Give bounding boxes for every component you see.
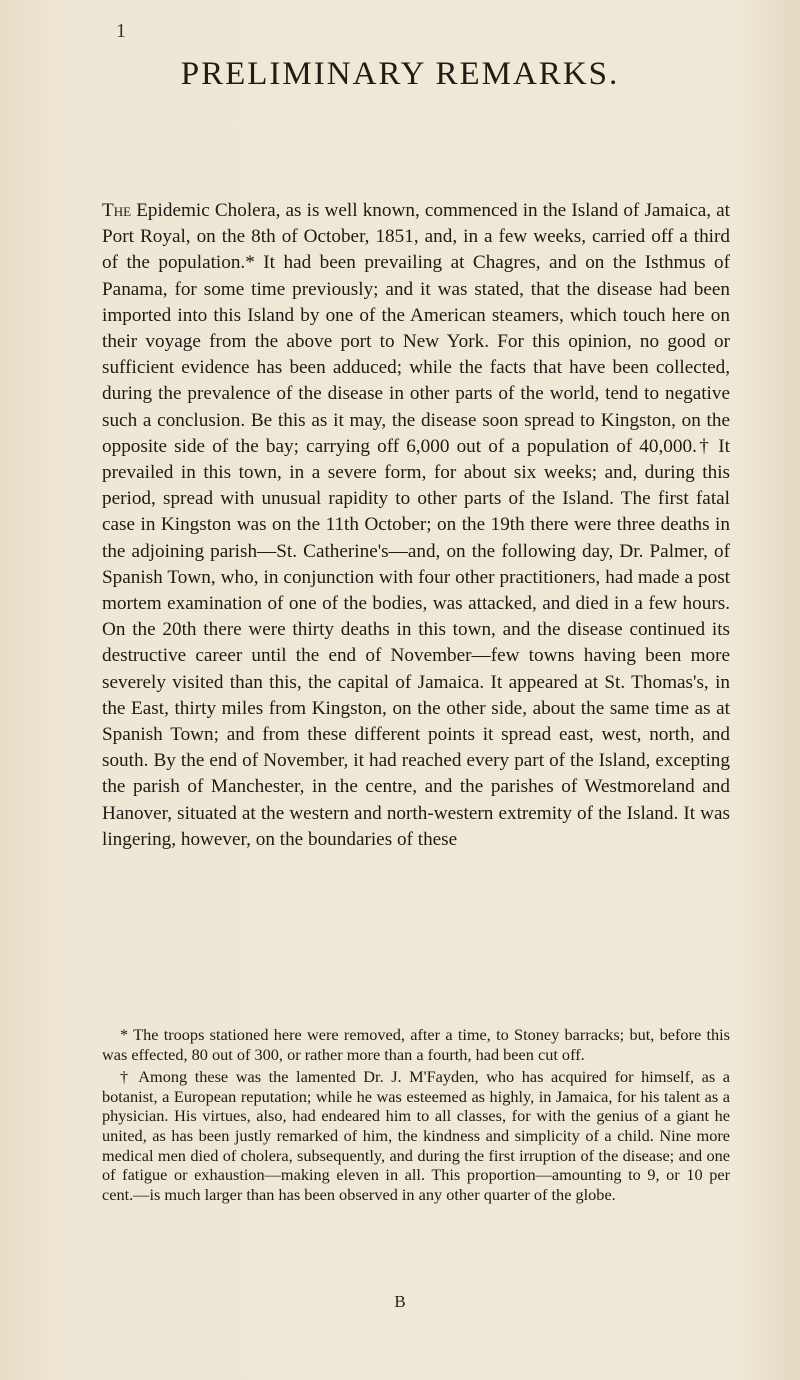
page-mark: 1: [116, 20, 126, 42]
footnote-1: * The troops stationed here were removed, after a time, to Stoney barracks; but, before this was effected, 80 out of 300, or rather more than a fourth, had been cut off.: [102, 1025, 730, 1064]
footnotes: [102, 1025, 730, 1207]
page-title: PRELIMINARY REMARKS.: [180, 56, 620, 92]
footnote-2: † Among these was the lamented Dr. J. M'Fayden, who has acquired for himself, as a botanist, a European reputation; while he was esteemed as highly, in Jamaica, for his talent as a physician. His virtues, also, had endeared him to all classes, for with the genius of a giant he united, as has been justly remarked of him, the kindness and simplicity of a child. Nine more medical men died of cholera, subsequently, and during the first irruption of the disease; and one of fatigue or exhaustion—making eleven in all. This proportion—amounting to 9, or 10 per cent.—is much larger than has been observed in any other quarter of the globe.: [102, 1067, 730, 1204]
lead-word: The: [102, 200, 132, 221]
main-paragraph: [102, 198, 730, 853]
paragraph-text: Epidemic Cholera, as is well known, commenced in the Island of Jamaica, at Port Royal, on the 8th of October, 1851, and, in a few weeks, carried off a third of the population.* It had been prevailing at Chagres, and on the Isthmus of Panama, for some time previously; and it was stated, that the disease had been imported into this Island by one of the American steamers, which touch here on their voyage from the above port to New York. For this opinion, no good or sufficient evidence has been adduced; while the facts that have been collected, during the prevalence of the disease in other parts of the world, tend to negative such a conclusion. Be this as it may, the disease soon spread to Kingston, on the opposite side of the bay; carrying off 6,000 out of a population of 40,000.† It prevailed in this town, in a severe form, for about six weeks; and, during this period, spread with unusual rapidity to other parts of the Island. The first fatal case in Kingston was on the 11th October; on the 19th there were three deaths in the adjoining parish—St. Catherine's—and, on the following day, Dr. Palmer, of Spanish Town, who, in conjunction with four other practitioners, had made a post mortem examination of one of the bodies, was attacked, and died in a few hours. On the 20th there were thirty deaths in this town, and the disease continued its destructive career until the end of November—few towns having been more severely visited than this, the capital of Jamaica. It appeared at St. Thomas's, in the East, thirty miles from Kingston, on the other side, about the same time as at Spanish Town; and from these different points it spread east, west, north, and south. By the end of November, it had reached every part of the Island, excepting the parish of Manchester, in the centre, and the parishes of Westmoreland and Hanover, situated at the western and north-western extremity of the Island. It was lingering, however, on the boundaries of these: [102, 200, 731, 850]
signature-mark: B: [394, 1292, 406, 1311]
